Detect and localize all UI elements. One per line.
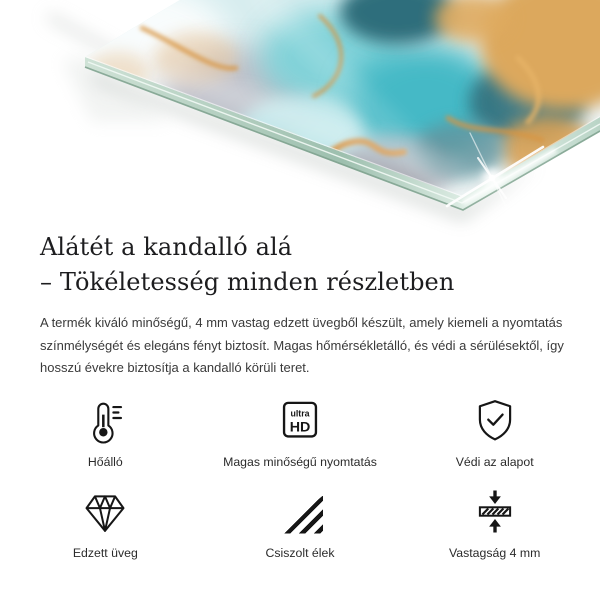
feature-label: Vastagság 4 mm <box>448 546 541 560</box>
feature-label: Edzett üveg <box>72 546 138 560</box>
diamond-icon <box>76 488 134 535</box>
feature-label: Hőálló <box>87 455 123 469</box>
feature-protects-base <box>397 397 592 469</box>
ultra-hd-icon-text-bottom: HD <box>289 419 311 436</box>
thickness-icon <box>466 488 524 535</box>
page-title-line2: – Tökéletesség minden részletben <box>40 268 455 296</box>
ultra-hd-icon <box>271 397 329 444</box>
feature-heat-resistant <box>8 397 203 469</box>
glass-panel-illustration <box>0 0 600 240</box>
page-title-line1: Alátét a kandalló alá <box>40 233 293 261</box>
feature-polished-edges <box>203 488 398 560</box>
feature-thickness <box>397 488 592 560</box>
polished-edges-icon <box>277 488 323 535</box>
feature-tempered-glass <box>8 488 203 560</box>
product-image <box>0 0 600 240</box>
feature-label: Magas minőségű nyomtatás <box>223 455 377 469</box>
product-description: A termék kiváló minőségű, 4 mm vastag edzett üvegből készült, amely kiemeli a nyomtatás színmélységét és elegáns fényt biztosít. Magas hőmérsékletálló, és védi a sérülésektől, így hosszú évekre biztosítja a kandalló körüli teret. <box>40 315 564 375</box>
ultra-hd-icon-text-top: ultra <box>290 408 310 419</box>
shield-check-icon <box>466 397 524 444</box>
feature-print-quality <box>203 397 398 469</box>
page-title <box>40 230 454 300</box>
feature-label: Védi az alapot <box>455 455 534 469</box>
feature-grid <box>8 397 592 560</box>
feature-label: Csiszolt élek <box>265 546 335 560</box>
thermometer-icon <box>76 397 134 444</box>
